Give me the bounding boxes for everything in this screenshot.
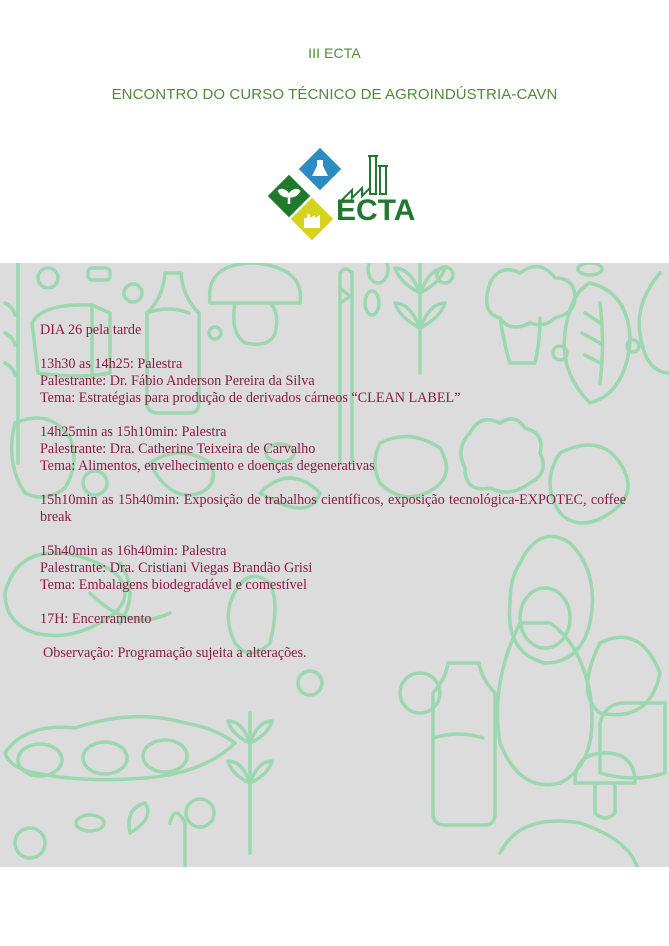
event-short-title: III ECTA [308, 45, 361, 61]
session-topic: Tema: Estratégias para produção de derivados cárneos “CLEAN LABEL” [40, 390, 461, 406]
logo-text: ECTA [336, 194, 416, 227]
session-topic: Tema: Alimentos, envelhecimento e doenças degenerativas [40, 458, 375, 474]
session-speaker: Palestrante: Dra. Catherine Teixeira de Carvalho [40, 441, 316, 457]
session-2 [40, 424, 640, 475]
session-time: 14h25min as 15h10min: Palestra [40, 424, 227, 440]
session-time: 15h40min as 16h40min: Palestra [40, 543, 227, 559]
session-speaker: Palestrante: Dr. Fábio Anderson Pereira da Silva [40, 373, 315, 389]
day-heading: DIA 26 pela tarde [40, 322, 142, 338]
session-speaker: Palestrante: Dra. Cristiani Viegas Brandão Grisi [40, 560, 313, 576]
event-full-title: ENCONTRO DO CURSO TÉCNICO DE AGROINDÚSTRIA-CAVN [111, 86, 558, 103]
session-time: 13h30 as 14h25: Palestra [40, 356, 183, 372]
session-3 [40, 492, 640, 526]
closing-text: 17H: Encerramento [40, 611, 152, 627]
schedule-day [40, 322, 640, 339]
note-text: Observação: Programação sujeita a alterações. [43, 645, 307, 661]
session-topic: Tema: Embalagens biodegradável e comestível [40, 577, 307, 593]
closing [40, 611, 640, 628]
ecta-logo [256, 148, 416, 248]
session-1 [40, 356, 640, 407]
session-time: 15h10min as 15h40min: Exposição de trabalhos científicos, exposição tecnológica-EXPOTEC, coffee break [40, 492, 626, 525]
schedule-content [40, 322, 640, 679]
flask-icon [299, 148, 341, 190]
session-4 [40, 543, 640, 594]
note [40, 645, 640, 662]
